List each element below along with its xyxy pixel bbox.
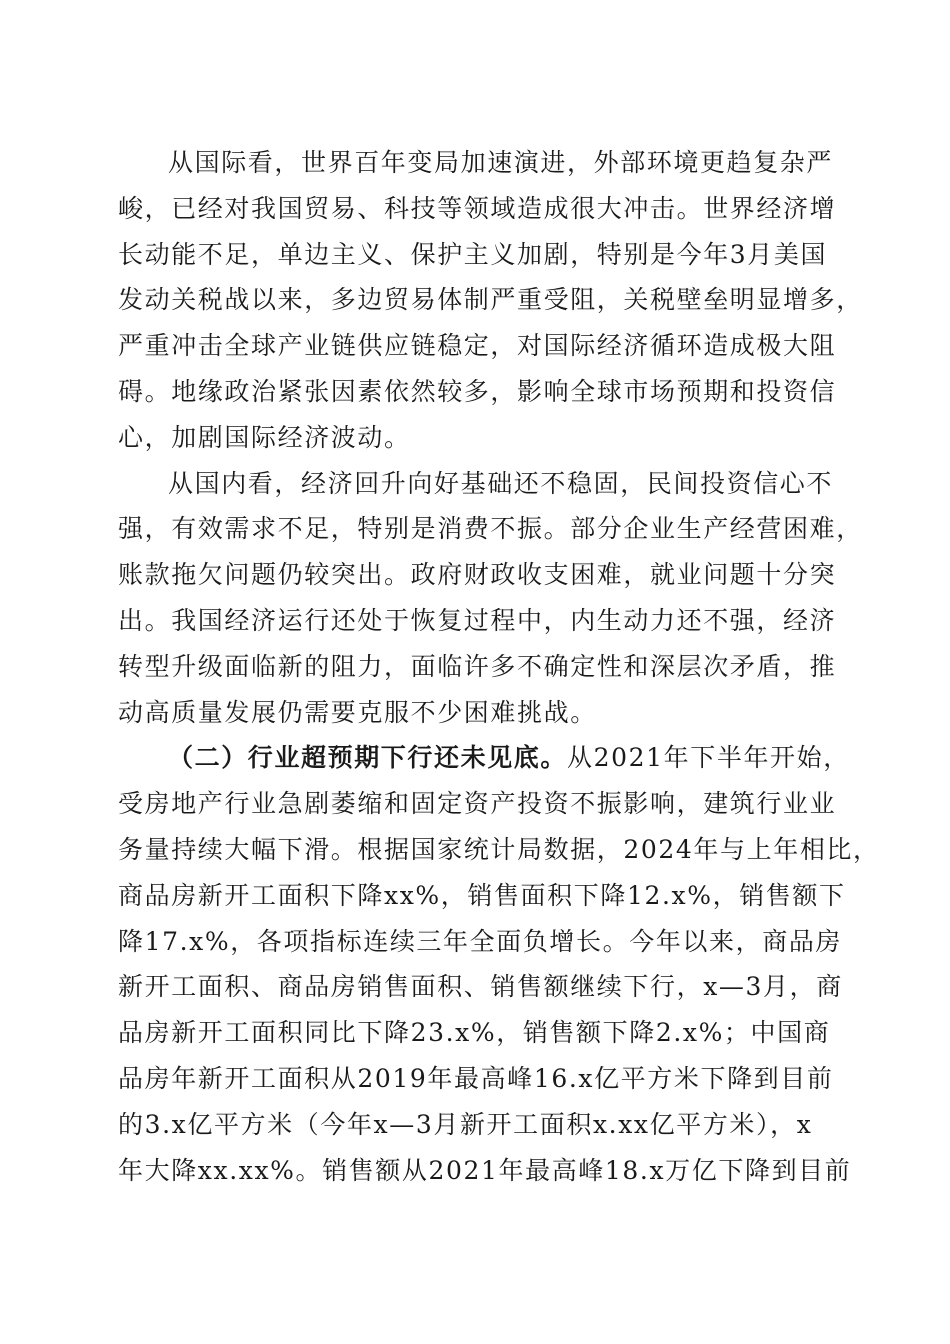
text-line: 发动关税战以来，多边贸易体制严重受阻，关税壁垒明显增多， [118,285,863,315]
text-line: 年大降xx.xx%。销售额从2021年最高峰18.x万亿下降到目前 [118,1155,852,1185]
text-line: 品房新开工面积同比下降23.x%，销售额下降2.x%；中国商 [118,1018,831,1048]
text-line: 品房年新开工面积从2019年最高峰16.x亿平方米下降到目前 [118,1063,834,1093]
text-line: 碍。地缘政治紧张因素依然较多，影响全球市场预期和投资信 [118,376,837,406]
text-line: 务量持续大幅下滑。根据国家统计局数据，2024年与上年相比， [118,834,880,864]
text-line: 动高质量发展仍需要克服不少困难挑战。 [118,697,597,727]
section-heading: （二）行业超预期下行还未见底。 [168,743,568,773]
text-line: 长动能不足，单边主义、保护主义加剧，特别是今年3月美国 [118,239,828,269]
paragraph-industry [118,735,880,1193]
paragraph-international [118,140,863,461]
text-line [118,735,850,781]
text-line: 商品房新开工面积下降xx%，销售面积下降12.x%，销售额下 [118,880,846,910]
text-line: 从国内看，经济回升向好基础还不稳固，民间投资信心不 [168,468,834,498]
text-line: 严重冲击全球产业链供应链稳定，对国际经济循环造成极大阻 [118,331,837,361]
text-line: 账款拖欠问题仍较突出。政府财政收支困难，就业问题十分突 [118,560,837,590]
text-line: 的3.x亿平方米（今年x—3月新开工面积x.xx亿平方米），x [118,1109,813,1139]
text-line: 心，加剧国际经济波动。 [118,422,411,452]
text-line: 新开工面积、商品房销售面积、销售额继续下行，x—3月，商 [118,972,843,1002]
text-run: 从2021年下半年开始， [567,743,850,773]
text-line: 出。我国经济运行还处于恢复过程中，内生动力还不强，经济 [118,605,837,635]
text-line: 从国际看，世界百年变局加速演进，外部环境更趋复杂严 [168,148,834,177]
text-line: 受房地产行业急剧萎缩和固定资产投资不振影响，建筑行业业 [118,789,837,819]
paragraph-domestic [118,461,863,736]
text-line: 强，有效需求不足，特别是消费不振。部分企业生产经营困难， [118,514,863,544]
text-line: 转型升级面临新的阻力，面临许多不确定性和深层次矛盾，推 [118,651,837,681]
text-line: 峻，已经对我国贸易、科技等领域造成很大冲击。世界经济增 [118,193,837,223]
document-body [118,140,880,1193]
text-line: 降17.x%，各项指标连续三年全面负增长。今年以来，商品房 [118,926,843,956]
